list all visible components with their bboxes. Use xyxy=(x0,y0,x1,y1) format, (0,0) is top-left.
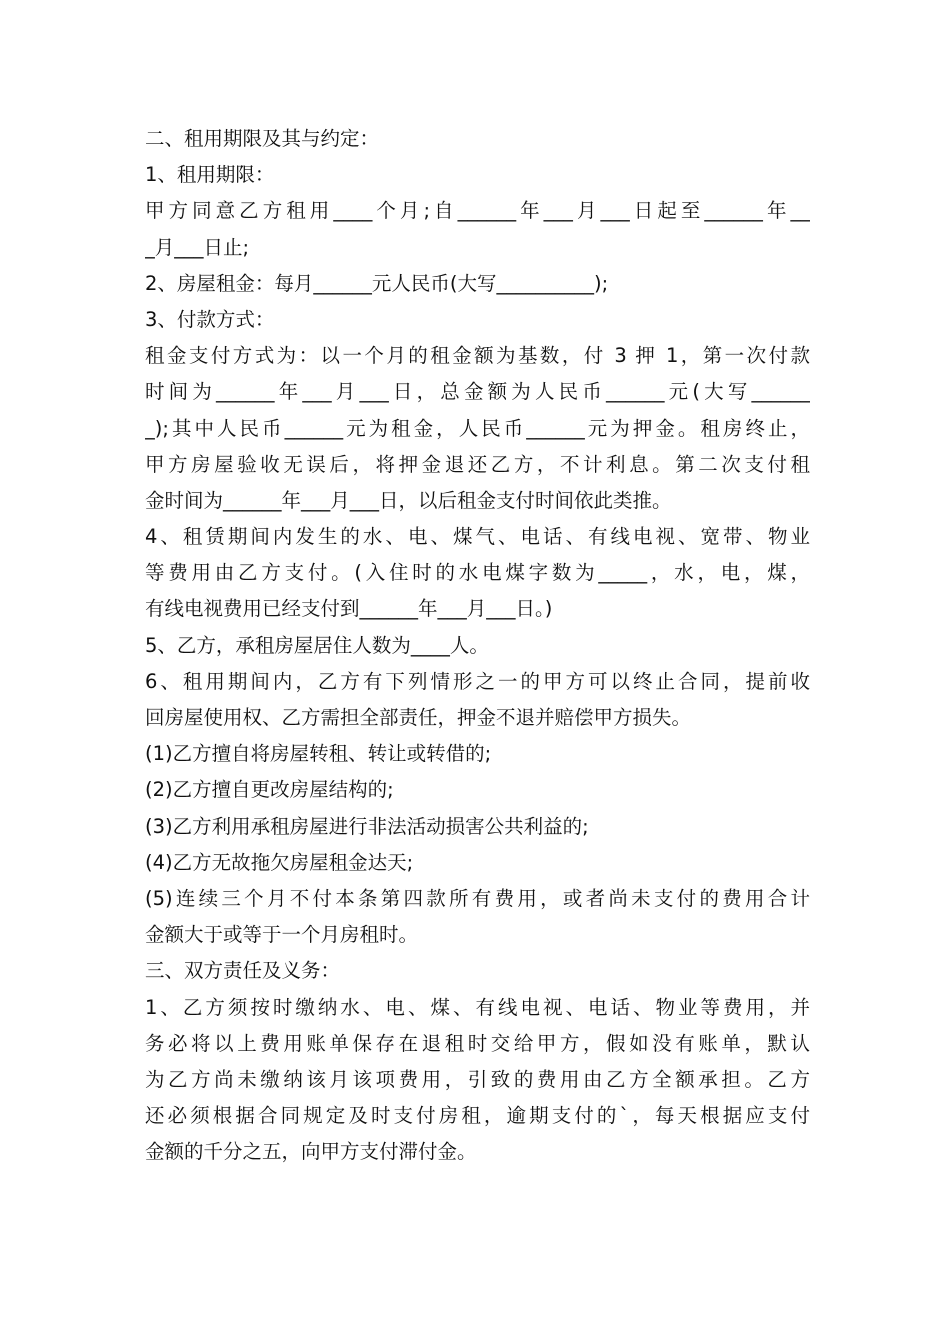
paragraph-line: _月___日止; xyxy=(145,235,250,259)
section-heading-3: 三、双方责任及义务： xyxy=(145,959,341,983)
clause-6-line: 6、租用期间内，乙方有下列情形之一的甲方可以终止合同，提前收 xyxy=(145,669,810,693)
paragraph-line: 租金支付方式为：以一个月的租金额为基数，付 3 押 1，第一次付款 xyxy=(145,344,810,368)
paragraph-line: 金时间为______年___月___日，以后租金支付时间依此类推。 xyxy=(145,488,672,512)
paragraph-line: 金额的千分之五，向甲方支付滞付金。 xyxy=(145,1140,477,1164)
paragraph-line: 有线电视费用已经支付到______年___月___日。) xyxy=(145,597,553,621)
paragraph-line: 等费用由乙方支付。(入住时的水电煤字数为_____，水，电，煤， xyxy=(145,561,810,585)
clause-3-heading: 3、付款方式： xyxy=(145,307,275,331)
clause-5-line: 5、乙方，承租房屋居住人数为____人。 xyxy=(145,633,489,657)
paragraph-line: 回房屋使用权、乙方需担全部责任，押金不退并赔偿甲方损失。 xyxy=(145,706,692,729)
paragraph-line: _);其中人民币______元为租金，人民币______元为押金。租房终止， xyxy=(145,416,810,440)
clause-1-heading: 1、租用期限： xyxy=(145,163,275,187)
clause-2-rent: 2、房屋租金：每月______元人民币(大写__________); xyxy=(145,271,609,295)
paragraph-line: 1、乙方须按时缴纳水、电、煤、有线电视、电话、物业等费用，并 xyxy=(145,995,810,1019)
list-item: (5)连续三个月不付本条第四款所有费用，或者尚未支付的费用合计 xyxy=(145,886,810,910)
paragraph-line: 时间为______年___月___日，总金额为人民币______元(大写______ xyxy=(145,380,810,404)
contract-text xyxy=(145,121,810,1170)
paragraph-line: 金额大于或等于一个月房租时。 xyxy=(145,923,419,947)
paragraph-line: 甲方同意乙方租用____个月;自______年___月___日起至______年__ xyxy=(145,199,810,223)
paragraph-line: 务必将以上费用账单保存在退租时交给甲方，假如没有账单，默认 xyxy=(145,1031,810,1055)
paragraph-line: 还必须根据合同规定及时支付房租，逾期支付的`，每天根据应支付 xyxy=(145,1104,810,1128)
list-item: (3)乙方利用承租房屋进行非法活动损害公共利益的; xyxy=(145,814,589,838)
list-item: (4)乙方无故拖欠房屋租金达天; xyxy=(145,850,414,874)
clause-4-line: 4、租赁期间内发生的水、电、煤气、电话、有线电视、宽带、物业 xyxy=(145,525,810,549)
section-heading-2: 二、租用期限及其与约定： xyxy=(145,127,380,150)
list-item: (1)乙方擅自将房屋转租、转让或转借的; xyxy=(145,742,492,766)
paragraph-line: 甲方房屋验收无误后，将押金退还乙方，不计利息。第二次支付租 xyxy=(145,452,810,476)
paragraph-line: 为乙方尚未缴纳该月该项费用，引致的费用由乙方全额承担。乙方 xyxy=(145,1067,810,1091)
list-item: (2)乙方擅自更改房屋结构的; xyxy=(145,778,394,802)
